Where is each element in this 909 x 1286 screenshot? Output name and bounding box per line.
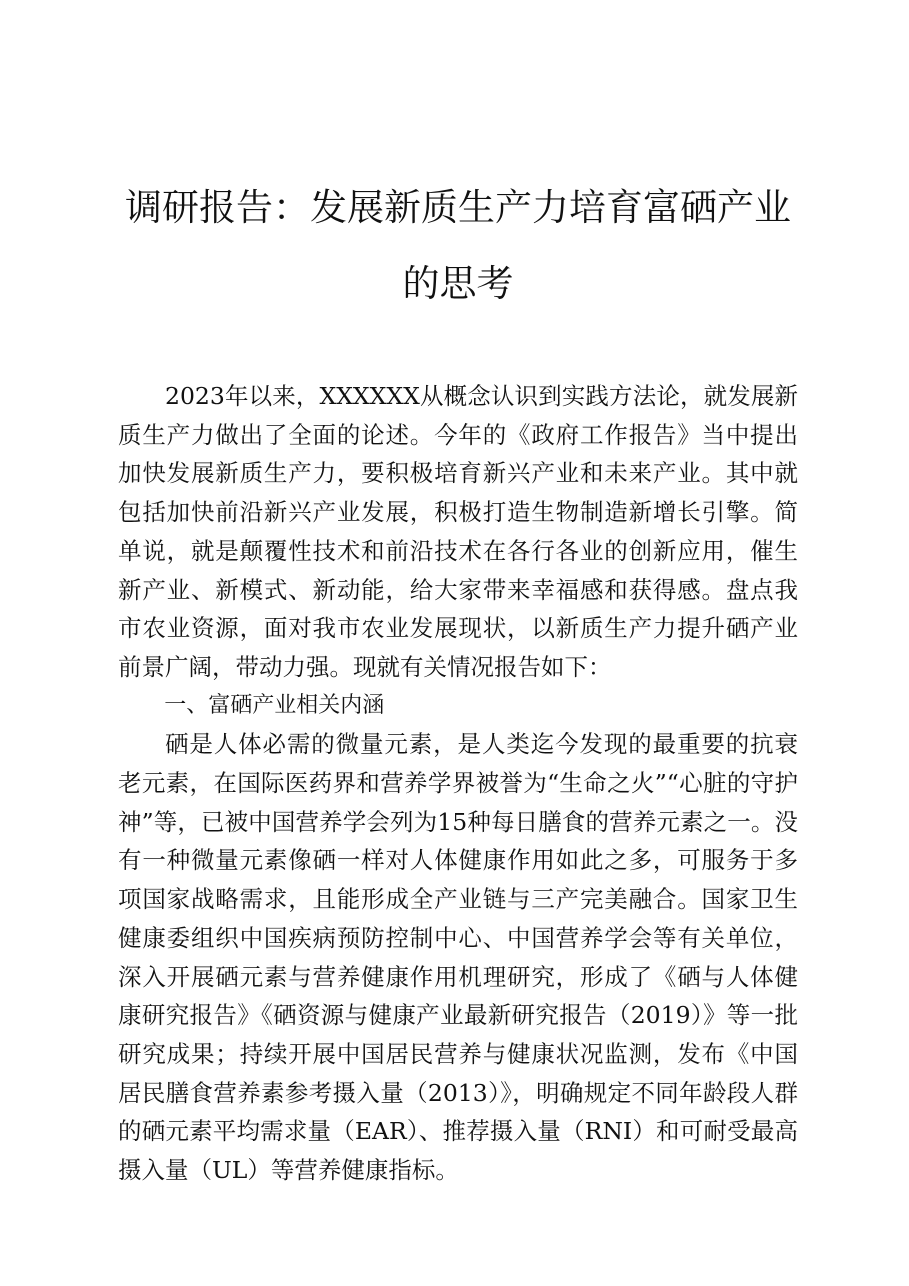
document-title: 调研报告：发展新质生产力培育富硒产业的思考 — [125, 186, 791, 305]
intro-paragraph: 2023年以来，XXXXXX从概念认识到实践方法论，就发展新质生产力做出了全面的论述。今年的《政府工作报告》当中提出加快发展新质生产力，要积极培育新兴产业和未来产业。其中就包括加快前沿新兴产业发展，积极打造生物制造新增长引擎。简单说，就是颠覆性技术和前沿技术在各行各业的创新应用，催生新产业、新模式、新动能，给大家带来幸福感和获得感。盘点我市农业资源，面对我市农业发展现状，以新质生产力提升硒产业前景广阔，带动力强。现就有关情况报告如下： — [118, 382, 798, 681]
section-heading: 一、富硒产业相关内涵 — [164, 692, 385, 718]
section-paragraph: 硒是人体必需的微量元素，是人类迄今发现的最重要的抗衰老元素，在国际医药界和营养学界被誉为“生命之火”“心脏的守护神”等，已被中国营养学会列为15种每日膳食的营养元素之一。没有一种微量元素像硒一样对人体健康作用如此之多，可服务于多项国家战略需求，且能形成全产业链与三产完美融合。国家卫生健康委组织中国疾病预防控制中心、中国营养学会等有关单位，深入开展硒元素与营养健康作用机理研究，形成了《硒与人体健康研究报告》《硒资源与健康产业最新研究报告（2019）》等一批研究成果；持续开展中国居民营养与健康状况监测，发布《中国居民膳食营养素参考摄入量（2013）》，明确规定不同年龄段人群的硒元素平均需求量（EAR）、推荐摄入量（RNI）和可耐受最高摄入量（UL）等营养健康指标。 — [118, 730, 798, 1185]
document-body — [118, 377, 798, 1190]
